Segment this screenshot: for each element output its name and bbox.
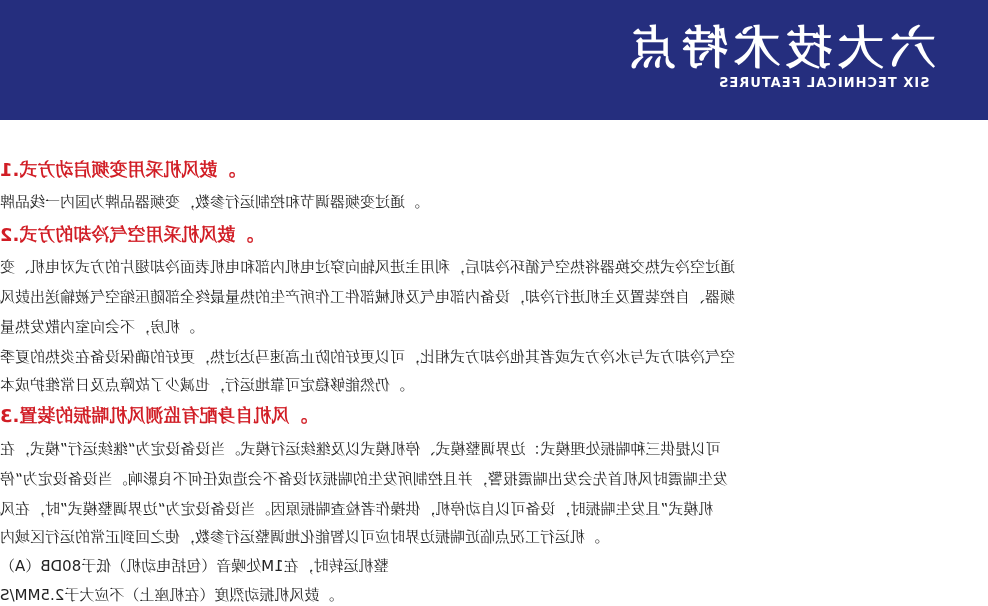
feature-body-line: 整机运转时，在1M处噪音（包括电动机）低于80DB（A） bbox=[0, 557, 389, 575]
feature-body-line: 机模式”且发生喘振时，设备可以自动停机，供操作者检查喘振原因。当设备设定为“边界调整模式”时，在风 bbox=[0, 500, 714, 518]
page-title: 六大技术特点 bbox=[624, 21, 936, 75]
feature-body-line: 机房，不会向室内散发热量。 bbox=[0, 318, 196, 336]
header-banner bbox=[0, 0, 988, 120]
feature-body-line: 通过变频器调节和控制运行参数，变频器品牌为国内一线品牌。 bbox=[0, 193, 421, 211]
feature-heading-3: 3.风机自身配有监测风机喘振的装置。 bbox=[0, 406, 308, 427]
feature-body-line: 鼓风机振动烈度（在机座上）不应大于2.5MM/S。 bbox=[0, 586, 335, 604]
feature-body-line: 频器、自控装置及主机进行冷却，设备内部电气及机械部件工作所产生的热量最终全部随压缩空气被输送出鼓风 bbox=[0, 288, 736, 306]
feature-heading-1: 1.鼓风机采用变频启动方式。 bbox=[0, 160, 236, 181]
feature-body-line: 可以提供三种喘振处理模式：边界调整模式、停机模式以及继续运行模式。当设备设定为“继续运行”模式，在 bbox=[0, 440, 721, 458]
feature-body-line: 空气冷却方式与水冷方式或者其他冷却方式相比，可以更好的防止高速马达过热，更好的确保设备在炎热的夏季 bbox=[0, 348, 736, 366]
feature-body-line: 仍然能够稳定可靠地运行，也减少了故障点及日常维护成本。 bbox=[0, 376, 406, 394]
feature-heading-2: 2.鼓风机采用空气冷却的方式。 bbox=[0, 225, 254, 246]
feature-body-line: 机运行工况点临近喘振边界时应可以智能化地调整运行参数，使之回到正常的运行区域内。 bbox=[0, 528, 601, 546]
feature-body-line: 发生喘震时风机首先会发出喘震报警，并且控制所发生的喘振对设备不会造成任何不良影响。当设备设定为“停 bbox=[0, 470, 728, 488]
feature-body-line: 通过空冷式热交换器将热空气循环冷却后，利用主进风轴向穿过电机内部和电机表面冷却翅片的方式对电机、变 bbox=[0, 258, 736, 276]
page-subtitle: SIX TECHNICAL FEATURES bbox=[718, 76, 930, 91]
